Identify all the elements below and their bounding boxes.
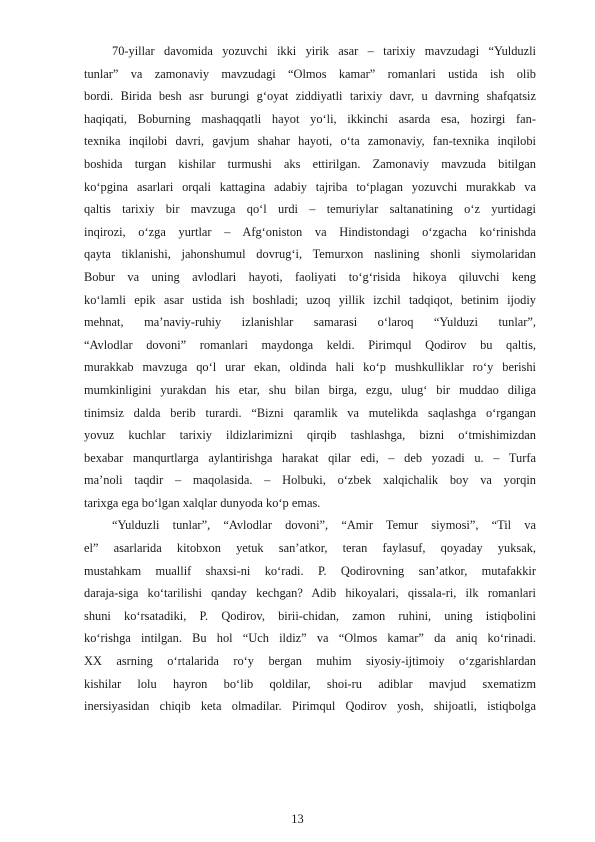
text-line: ko‘pgina asarlari orqali kattagina adabiy tajriba to‘plagan yozuvchi murakkab va: [84, 179, 536, 194]
text-line: tunlar” va zamonaviy mavzudagi “Olmos kamar” romanlari ustida ish olib: [84, 66, 536, 81]
text-line: bexabar manqurtlarga aylantirishga harakat qilar edi, – deb yozadi u. – Turfa: [84, 450, 536, 465]
text-line: inqirozi, o‘zga yurtlar – Afg‘oniston va Hindistondagi o‘zgacha ko‘rinishda: [84, 224, 536, 239]
text-line: daraja-siga ko‘tarilishi qanday kechgan? Adib hikoyalari, qissala-ri, ilk romanlari: [84, 586, 536, 601]
text-line: texnika inqilobi davri, gavjum shahar hayoti, o‘ta zamonaviy, fan-texnika inqilobi: [84, 134, 536, 149]
text-line: ma’noli taqdir – maqolasida. – Holbuki, o‘zbek xalqichalik boy va yorqin: [84, 473, 536, 488]
paragraph-1: [84, 40, 536, 514]
text-line: “Yulduzli tunlar”, “Avlodlar dovoni”, “Amir Temur siymosi”, “Til va: [112, 518, 536, 533]
body-text: [84, 40, 536, 718]
text-line: tarixga ega bo‘lgan xalqlar dunyoda ko‘p emas.: [84, 495, 321, 510]
text-line: inersiyasidan chiqib keta olmadilar. Pirimqul Qodirov yosh, shijoatli, istiqbolga: [84, 699, 536, 714]
text-line: XX asrning o‘rtalarida ro‘y bergan muhim siyosiy-ijtimoiy o‘zgarishlardan: [84, 654, 536, 669]
text-line: ko‘rishga intilgan. Bu hol “Uch ildiz” va “Olmos kamar” da aniq ko‘rinadi.: [84, 631, 536, 646]
text-line: qayta tiklanishi, jahonshumul dovrug‘i, Temurxon naslining shonli siymolaridan: [84, 247, 536, 262]
text-line: 70-yillar davomida yozuvchi ikki yirik asar – tarixiy mavzudagi “Yulduzli: [112, 44, 536, 58]
text-line: boshida turgan kishilar turmushi aks ettirilgan. Zamonaviy mavzuda bitilgan: [84, 156, 536, 171]
text-line: shuni ko‘rsatadiki, P. Qodirov, birii-chidan, zamon ruhini, uning istiqbolini: [84, 608, 536, 623]
text-line: ko‘lamli epik asar ustida ish boshladi; uzoq yillik izchil tadqiqot, betinim ijodiy: [84, 292, 536, 307]
text-line: haqiqati, Boburning mashaqqatli hayot yo‘li, ikkinchi asarda esa, hozirgi fan-: [84, 111, 536, 126]
text-line: qaltis tarixiy bir mavzuga qo‘l urdi – temuriylar saltanatining o‘z yurtidagi: [84, 202, 536, 217]
text-line: bordi. Birida besh asr burungi g‘oyat ziddiyatli tarixiy davr, u davrning shafqatsiz: [84, 89, 536, 104]
page-number: 13: [291, 812, 304, 826]
paragraph-2: [84, 514, 536, 717]
text-line: el” asarlarida kitobxon yetuk san’atkor, teran faylasuf, qoyaday yuksak,: [84, 541, 536, 556]
text-line: murakkab mavzuga qo‘l urar ekan, oldinda hali ko‘p mushkulliklar ro‘y berishi: [84, 360, 536, 375]
text-line: Bobur va uning avlodlari hayoti, faoliyati to‘g‘risida hikoya qiluvchi keng: [84, 269, 536, 284]
text-line: mustahkam muallif shaxsi-ni ko‘radi. P. Qodirovning san’atkor, mutafakkir: [84, 563, 536, 578]
text-line: mehnat, ma’naviy-ruhiy izlanishlar samarasi o‘laroq “Yulduzi tunlar”,: [84, 315, 536, 330]
text-line: mumkinligini yurakdan his etar, shu bilan birga, ezgu, ulug‘ bir muddao diliga: [84, 382, 536, 397]
text-line: “Avlodlar dovoni” romanlari maydonga keldi. Pirimqul Qodirov bu qaltis,: [84, 337, 536, 352]
text-line: tinimsiz dalda berib turardi. “Bizni qaramlik va mutelikda saqlashga o‘rgangan: [84, 405, 536, 420]
text-line: kishilar lolu hayron bo‘lib qoldilar, shoi-ru adiblar mavjud sxematizm: [84, 676, 536, 691]
text-line: yovuz kuchlar tarixiy ildizlarimizni qirqib tashlashga, bizni o‘tmishimizdan: [84, 428, 536, 443]
